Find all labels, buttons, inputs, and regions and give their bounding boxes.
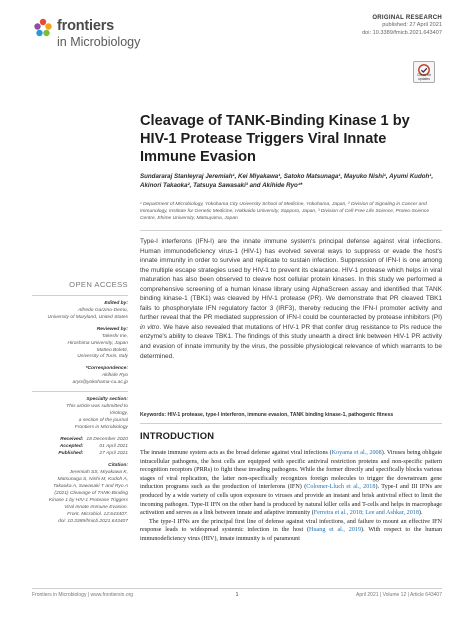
citation-link[interactable]: Koyama et al., 2008 (331, 450, 382, 456)
open-access-label: OPEN ACCESS (69, 280, 128, 289)
abstract-text-end: . We have also revealed that mutations of HIV-1 PR that confer drug resistance to PIs reduce the enzyme's ability to cleave TBK1. The findings of this study unearth a direct link between HIV-1 PR activity and evasion of innate immunity by the virus, the possible physiological relevance of which warrants to be determined. (140, 323, 442, 360)
footer-divider (32, 588, 442, 589)
published-date: published: 27 April 2021 (382, 22, 442, 29)
keywords-label: Keywords: (140, 412, 167, 418)
citation-info: Jeremiah SS, Miyakawa K, Matsunaga S, Nishi M, Kudoh A, Takaoka A, Sawasaki T and Ryo A (2021) Cleavage of TANK-Binding Kinase 1 by HIV-1 Protease Triggers Viral Innate Immune Evasion. Front. Microbiol. 12:643407. doi: 10.3389/fmicb.2021.643407 (32, 470, 128, 526)
article-sidebar (32, 280, 128, 525)
logo-wordmark: frontiers (57, 18, 115, 34)
reviewed-by-label: Reviewed by: (96, 326, 128, 332)
accepted-label: Accepted: (59, 443, 84, 449)
introduction-body (140, 449, 442, 544)
citation-link[interactable]: Huang et al., 2019 (309, 527, 362, 534)
paragraph: The innate immune system acts as the broad defense against viral infections (Koyama et al., 2008). Viruses being obligate intracellular pathogens, the host cells are equipped with specific antiviral restriction proteins and non-specific pattern recognition receptors (PRRs) to fight these invading pathogens. While the former directly and specifically blocks various stages of viral replication, the latter non-specifically recognizes foreign molecules to trigger the downstream gene induction programs such as the production of interferons (IFN) (Colomer-Lluch et al., 2018). Type-I and III IFNs are produced by a wide variety of cells upon exposure to viruses and provide an instant and brisk antiviral effect to limit the incoming pathogen. Type-II IFN on the other hand is produced by natural killer cells and T-cells and helps in macrophage activation and serves as a link between innate and adaptive immunity (Ferreira et al., 2018; Lee and Ashkar, 2018). (140, 450, 442, 517)
check-for-updates-button[interactable] (413, 61, 435, 83)
article-dates (32, 437, 128, 458)
correspondence-label: *Correspondence: (85, 366, 128, 372)
affiliations: ¹ Department of Microbiology, Yokohama City University School of Medicine, Yokohama, Japan, ² Division of Signaling in Cancer and Immunology, Institute for Genetic Medicine, Hokkaido University, Sapporo, Japan, ³ Division of Cell-Free Life Science, Proteo-Science Centre, Ehime University, Matsuyama, Japan (140, 202, 430, 222)
editor-info: Alfredo Garzino-Demo, University of Maryland, United States (47, 307, 128, 320)
received-date: 18 December 2020 (86, 437, 128, 443)
abstract (140, 237, 442, 361)
reviewer-info: Takeshi Irie, Hiroshima University, Japan Matteo Boletti, University of Turin, Italy (67, 333, 128, 360)
check-updates-label: Check for updates (416, 73, 432, 81)
citation-label: Citation: (108, 462, 128, 468)
correspondence-email[interactable]: aryo@yokohama-cu.ac.jp (72, 380, 128, 386)
divider (140, 423, 442, 424)
article-doi[interactable]: doi: 10.3389/fmicb.2021.643407 (362, 29, 442, 36)
correspondence-info: Akihide Ryo aryo@yokohama-cu.ac.jp (32, 373, 128, 387)
citation-link[interactable]: Ferreira et al., 2018; Lee and Ashkar, 2018 (313, 510, 419, 517)
logo-journal-name: in Microbiology (57, 35, 141, 49)
page-number: 1 (235, 592, 239, 598)
journal-logo (32, 14, 162, 54)
citation-doi[interactable]: doi: 10.3389/fmicb.2021.643407 (58, 518, 128, 524)
divider (32, 391, 128, 392)
section-heading-introduction: INTRODUCTION (140, 430, 215, 441)
keywords-text: HIV-1 protease, type-I interferon, immune evasion, TANK binding kinase-1, pathogenic fitness (167, 412, 394, 418)
specialty-info: This article was submitted to Virology, a section of the journal Frontiers in Microbiology (66, 404, 128, 431)
footer-journal-link[interactable]: Frontiers in Microbiology | www.frontiersin.org (32, 592, 134, 598)
received-label: Received: (60, 437, 84, 443)
article-meta (362, 14, 442, 37)
author-list: Sundararaj Stanleyraj Jeremiah¹, Kei Miyakawa¹, Satoko Matsunaga¹, Mayuko Nishi¹, Ayumi Kudoh¹, Akinori Takaoka², Tatsuya Sawasaki³ and Akihide Ryo¹* (140, 173, 434, 189)
divider (32, 295, 128, 296)
frontiers-logo-icon (32, 16, 54, 42)
article-type: ORIGINAL RESEARCH (372, 15, 442, 21)
citation-link[interactable]: Colomer-Lluch et al., 2018 (306, 484, 376, 491)
edited-by-label: Edited by: (104, 300, 128, 306)
footer-volume-info: April 2021 | Volume 12 | Article 643407 (356, 592, 442, 598)
abstract-italic: in vitro (140, 323, 160, 331)
specialty-label: Specialty section: (86, 397, 128, 403)
published-date-sidebar: 27 April 2021 (99, 450, 128, 456)
accepted-date: 01 April 2021 (99, 443, 128, 449)
article-title: Cleavage of TANK-Binding Kinase 1 by HIV-1 Protease Triggers Viral Innate Immune Evasion (140, 113, 410, 165)
keywords (140, 412, 442, 418)
paragraph: The type-I IFNs are the principal first line of defense against viral infections, and failure to mount an effective IFN response leads to widespread systemic infection in the host (Huang et al., 2019). With respect to the human immunodeficiency virus (HIV), innate immunity is of paramount (140, 518, 442, 543)
published-label: Published: (58, 450, 84, 456)
divider (140, 230, 442, 231)
abstract-text: Type-I interferons (IFN-I) are the innate immune system's principal defense against viral infections. Human immunodeficiency virus-1 (HIV-1) has evolved several ways to suppress or evade the host's innate immunity in order to survive and replicate to sustain infection. Suppression of IFN-I is one among the multiple escape strategies used by HIV-1 to prevent its clearance. HIV-1 protease which helps in viral maturation has also been observed to cleave host cellular protein kinases. In this study we performed a comprehensive screening of a human kinase library using AlphaScreen assay and identified that TANK binding kinase-1 (TBK1) was cleaved by HIV-1 protease (PR). We demonstrate that PR cleaved TBK1 fails to phosphorylate IFN regulatory factor 3 (IRF3), thereby reducing the IFN-I promoter activity and further reveal that the PR mediated suppression of IFN-I could be counteracted by protease inhibitors (PI) (140, 238, 442, 322)
